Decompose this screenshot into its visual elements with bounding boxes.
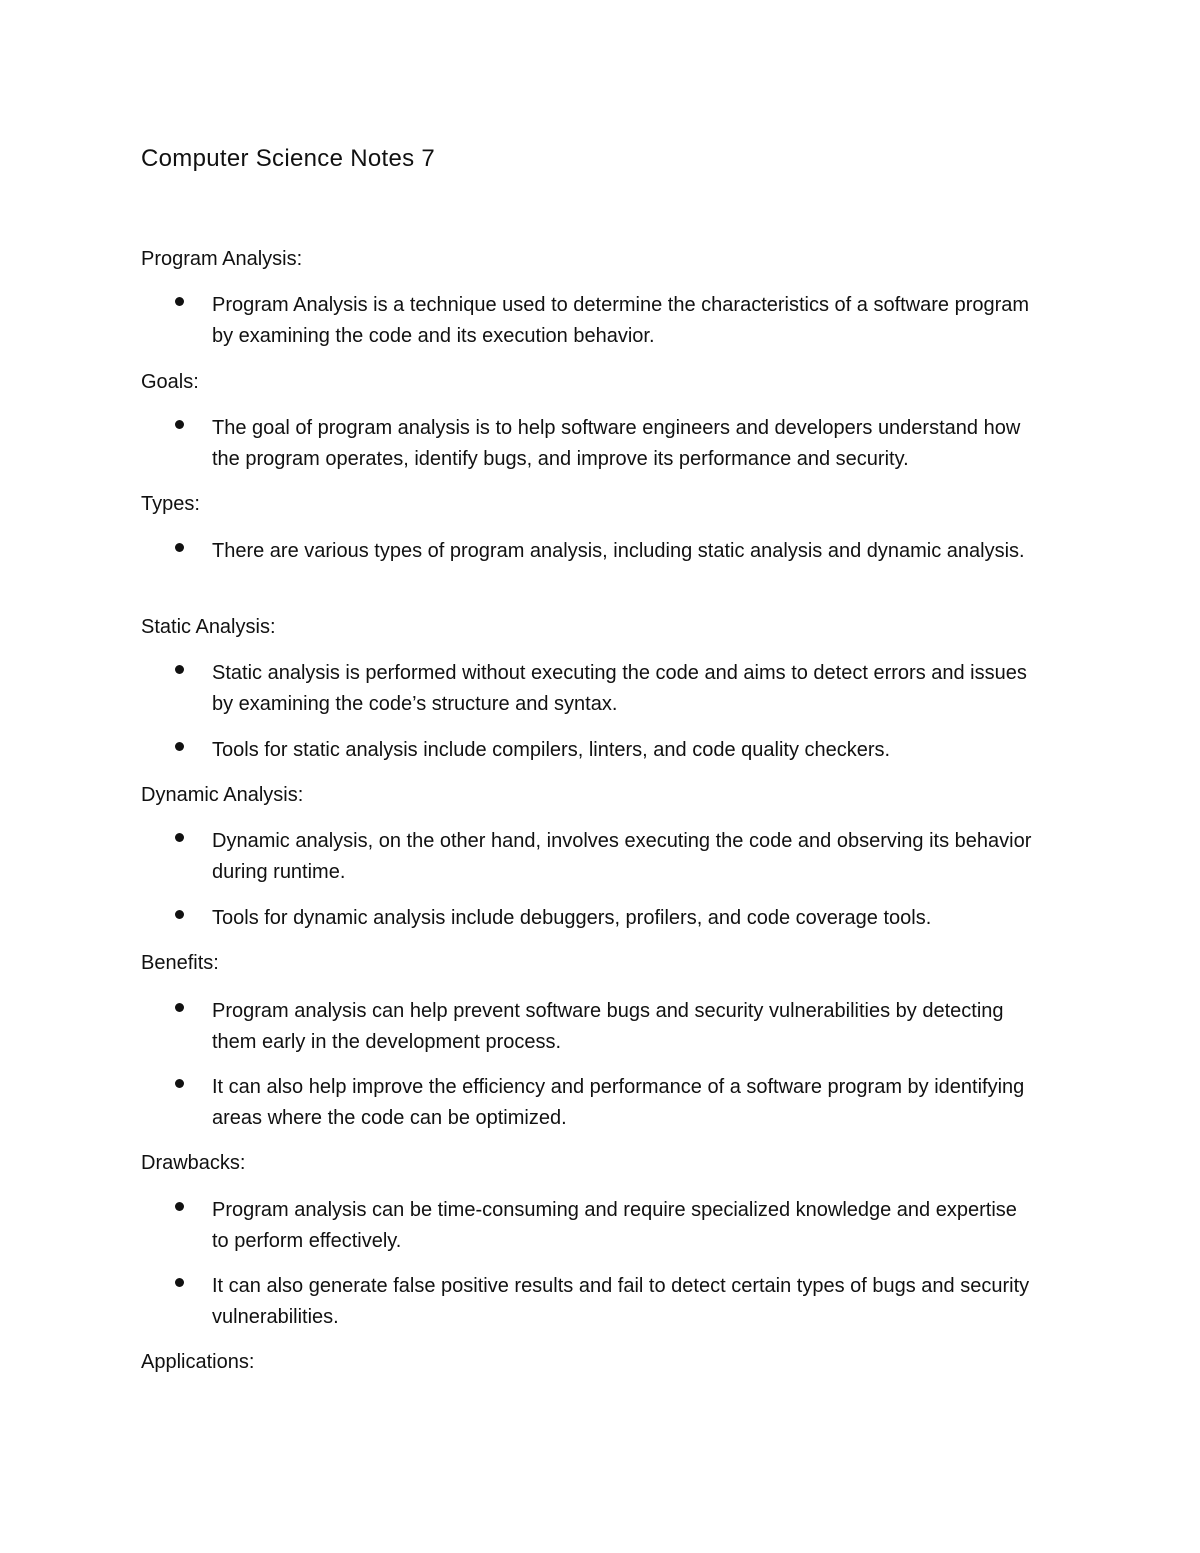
bullet-icon [175, 1278, 184, 1287]
bullet-icon [175, 543, 184, 552]
list-item-text: It can also generate false positive results and fail to detect certain types of bugs and security vulnerabilities. [212, 1275, 1030, 1328]
bullet-icon [175, 1003, 184, 1012]
list-item-text: Static analysis is performed without executing the code and aims to detect errors and issues by examining the code’s structure and syntax. [212, 662, 1027, 715]
section-heading: Static Analysis: [141, 616, 276, 638]
bullet-icon [175, 742, 184, 751]
page-title: Computer Science Notes 7 [141, 145, 436, 172]
section-heading: Types: [141, 493, 200, 515]
list-item-text: The goal of program analysis is to help software engineers and developers understand how the program operates, identify bugs, and improve its performance and security. [212, 417, 1021, 470]
section-heading: Dynamic Analysis: [141, 784, 304, 806]
list-item-text: Tools for static analysis include compilers, linters, and code quality checkers. [212, 739, 891, 761]
list-item-text: Dynamic analysis, on the other hand, involves executing the code and observing its behavior during runtime. [212, 830, 1032, 883]
list-item-text: Program Analysis is a technique used to determine the characteristics of a software program by examining the code and its execution behavior. [212, 294, 1030, 347]
bullet-icon [175, 1079, 184, 1088]
bullet-icon [175, 833, 184, 842]
bullet-icon [175, 297, 184, 306]
bullet-icon [175, 1202, 184, 1211]
section-heading: Benefits: [141, 952, 219, 974]
list-item-text: Tools for dynamic analysis include debuggers, profilers, and code coverage tools. [212, 907, 932, 929]
list-item-text: Program analysis can be time-consuming and require specialized knowledge and expertise to perform effectively. [212, 1199, 1017, 1252]
list-item-text: Program analysis can help prevent software bugs and security vulnerabilities by detecting them early in the development process. [212, 1000, 1004, 1053]
bullet-icon [175, 420, 184, 429]
bullet-icon [175, 665, 184, 674]
section-heading: Applications: [141, 1351, 255, 1373]
list-item-text: It can also help improve the efficiency and performance of a software program by identifying areas where the code can be optimized. [212, 1076, 1025, 1129]
section-heading: Drawbacks: [141, 1152, 246, 1174]
list-item-text: There are various types of program analysis, including static analysis and dynamic analysis. [212, 540, 1025, 562]
section-heading: Program Analysis: [141, 248, 303, 270]
section-heading: Goals: [141, 371, 199, 393]
bullet-icon [175, 910, 184, 919]
